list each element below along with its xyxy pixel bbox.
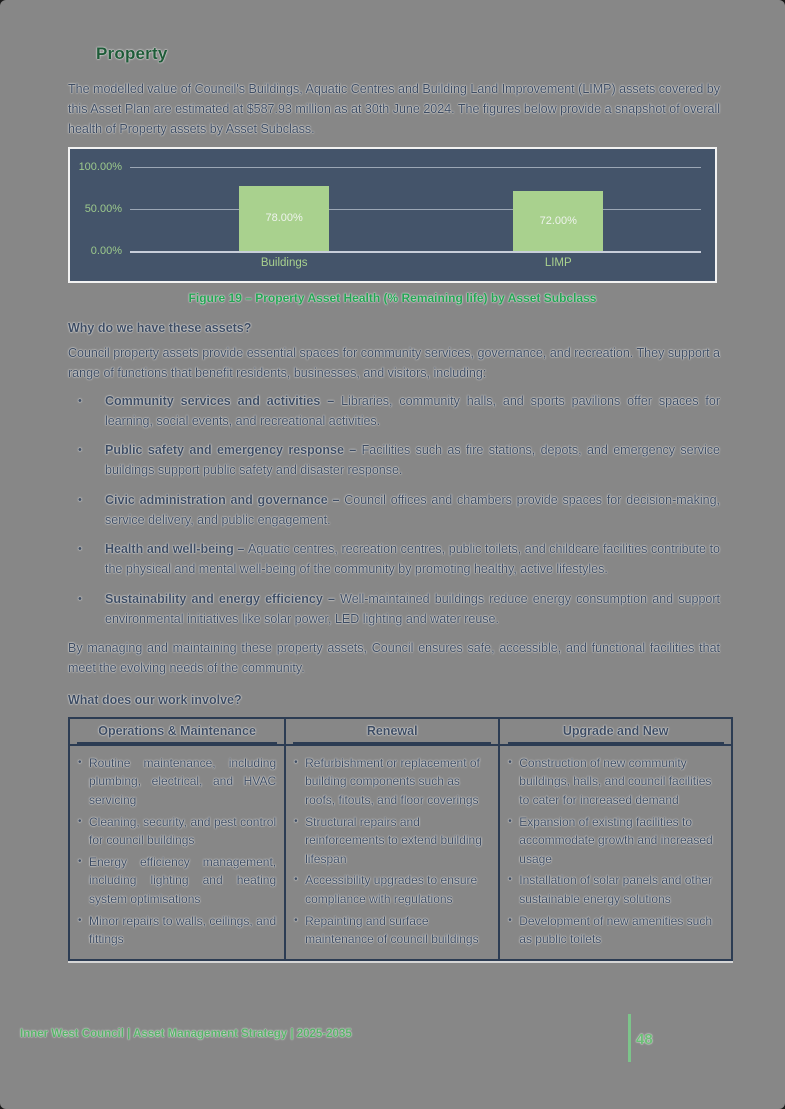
table-row — [69, 745, 732, 960]
chart-plot-area — [78, 161, 701, 258]
why-bullet-list — [68, 392, 733, 630]
table-item-text: Accessibility upgrades to ensure compliance with regulations — [305, 873, 478, 906]
section-heading-work: What does our work involve? — [68, 692, 242, 707]
gridline-100 — [130, 167, 701, 168]
bullet-text: Aquatic centres, recreation centres, public toilets, and childcare facilities contribute to the physical and mental well-being of the community by promoting healthy, active lifestyles. — [105, 542, 720, 576]
table-item-text: Structural repairs and reinforcements to extend building lifespan — [305, 814, 482, 866]
list-item — [508, 871, 723, 908]
bullet-icon: • — [508, 756, 512, 768]
bullet-icon: • — [78, 493, 82, 506]
page-title: Property — [96, 44, 168, 63]
x-axis-labels — [130, 257, 701, 273]
list-item — [78, 754, 276, 810]
figure-caption: Figure 19 – Property Asset Health (% Remaining life) by Asset Subclass — [188, 291, 597, 306]
bullet-lead: Community services and activities – — [105, 393, 342, 408]
bar-buildings — [239, 186, 329, 252]
bullet-icon: • — [294, 914, 298, 926]
work-table — [68, 717, 733, 961]
bullet-icon: • — [508, 815, 512, 827]
table-item-text: Minor repairs to walls, ceilings, and fittings — [89, 913, 277, 947]
bar-limp — [513, 191, 603, 251]
table-item-text: Refurbishment or replacement of building components such as roofs, fitouts, and floor coverings — [305, 755, 480, 807]
list-item — [68, 441, 720, 481]
y-tick-50: 50.00% — [84, 203, 122, 216]
list-item — [78, 813, 276, 850]
closing-paragraph: By managing and maintaining these property assets, Council ensures safe, accessible, and functional facilities that meet the evolving needs of the community. — [68, 641, 720, 675]
y-tick-100: 100.00% — [78, 161, 122, 174]
bar-chart — [68, 147, 717, 283]
bullet-icon: • — [78, 592, 82, 605]
x-label-buildings: Buildings — [260, 257, 308, 270]
bar-value-label: 72.00% — [539, 215, 577, 228]
bullet-icon: • — [78, 815, 82, 827]
renewal-cell — [285, 745, 499, 960]
bullet-icon: • — [78, 394, 82, 407]
bullet-icon: • — [78, 756, 82, 768]
list-item — [78, 853, 276, 909]
bullet-text: Libraries, community halls, and sports pavilions offer spaces for learning, social events, and recreational activities. — [105, 393, 720, 428]
bar-value-label: 78.00% — [265, 212, 303, 225]
table-item-text: Installation of solar panels and other sustainable energy solutions — [519, 873, 713, 906]
list-item — [294, 871, 490, 908]
table-header-row — [69, 718, 732, 745]
bullet-icon: • — [78, 914, 82, 926]
page-number-divider — [628, 1014, 631, 1062]
bullet-lead: Sustainability and energy efficiency – — [105, 591, 341, 606]
list-item — [68, 491, 720, 531]
list-item — [78, 912, 276, 949]
list-item — [68, 392, 720, 432]
why-intro-paragraph: Council property assets provide essential spaces for community services, governance, and recreation. They support a range of functions that benefit residents, businesses, and visitors, including: — [68, 346, 720, 380]
bullet-lead: Public safety and emergency response – — [105, 443, 362, 458]
intro-paragraph: The modelled value of Council's Buildings, Aquatic Centres and Building Land Improvement (LIMP) assets covered by this Asset Plan are estimated at $587.93 million as at 30th June 2024. The figures below provide a snapshot of overall health of Property assets by Asset Subclass. — [68, 82, 720, 136]
bullet-icon: • — [78, 855, 82, 867]
bullet-lead: Health and well-being – — [105, 542, 249, 557]
bullet-text: Facilities such as fire stations, depots, and emergency service buildings support public safety and disaster response. — [105, 443, 720, 477]
bullet-icon: • — [508, 874, 512, 886]
table-item-text: Expansion of existing facilities to accommodate growth and increased usage — [519, 814, 713, 866]
bullet-text: Well-maintained buildings reduce energy consumption and support environmental initiatives like solar power, LED lighting and water reuse. — [105, 591, 721, 626]
table-item-text: Construction of new community buildings, halls, and council facilities to cater for increased demand — [519, 755, 712, 807]
bullet-icon: • — [294, 815, 298, 827]
bullet-lead: Civic administration and governance – — [105, 492, 345, 507]
upgrade-cell — [499, 745, 732, 960]
bullet-icon: • — [78, 444, 82, 457]
bullet-icon: • — [294, 756, 298, 768]
list-item — [508, 912, 723, 949]
list-item — [68, 540, 720, 580]
x-label-limp: LIMP — [544, 257, 572, 270]
list-item — [294, 754, 490, 810]
table-item-text: Routine maintenance, including plumbing, electrical, and HVAC servicing — [89, 755, 277, 807]
operations-cell — [69, 745, 285, 960]
bullet-icon: • — [294, 874, 298, 886]
footer-text: Inner West Council | Asset Management Strategy | 2025-2035 — [20, 1028, 352, 1040]
gridline-50 — [130, 209, 701, 210]
page-number: 48 — [636, 1031, 653, 1048]
bullet-icon: • — [508, 914, 512, 926]
y-tick-0: 0.00% — [90, 245, 122, 258]
column-header-operations: Operations & Maintenance — [69, 718, 285, 745]
bullet-text: Council offices and chambers provide spaces for decision-making, service delivery, and public engagement. — [105, 492, 720, 527]
column-header-renewal: Renewal — [285, 718, 499, 745]
list-item — [68, 590, 720, 630]
table-item-text: Cleaning, security, and pest control for council buildings — [89, 814, 277, 848]
list-item — [294, 813, 490, 869]
list-item — [508, 813, 723, 869]
table-item-text: Repainting and surface maintenance of council buildings — [305, 913, 479, 947]
table-item-text: Development of new amenities such as public toilets — [519, 913, 713, 947]
section-heading-why: Why do we have these assets? — [68, 321, 252, 336]
bullet-icon: • — [78, 543, 82, 556]
column-header-upgrade: Upgrade and New — [499, 718, 732, 745]
list-item — [294, 912, 490, 949]
table-item-text: Energy efficiency management, including lighting and heating system optimisations — [89, 854, 277, 906]
list-item — [508, 754, 723, 810]
